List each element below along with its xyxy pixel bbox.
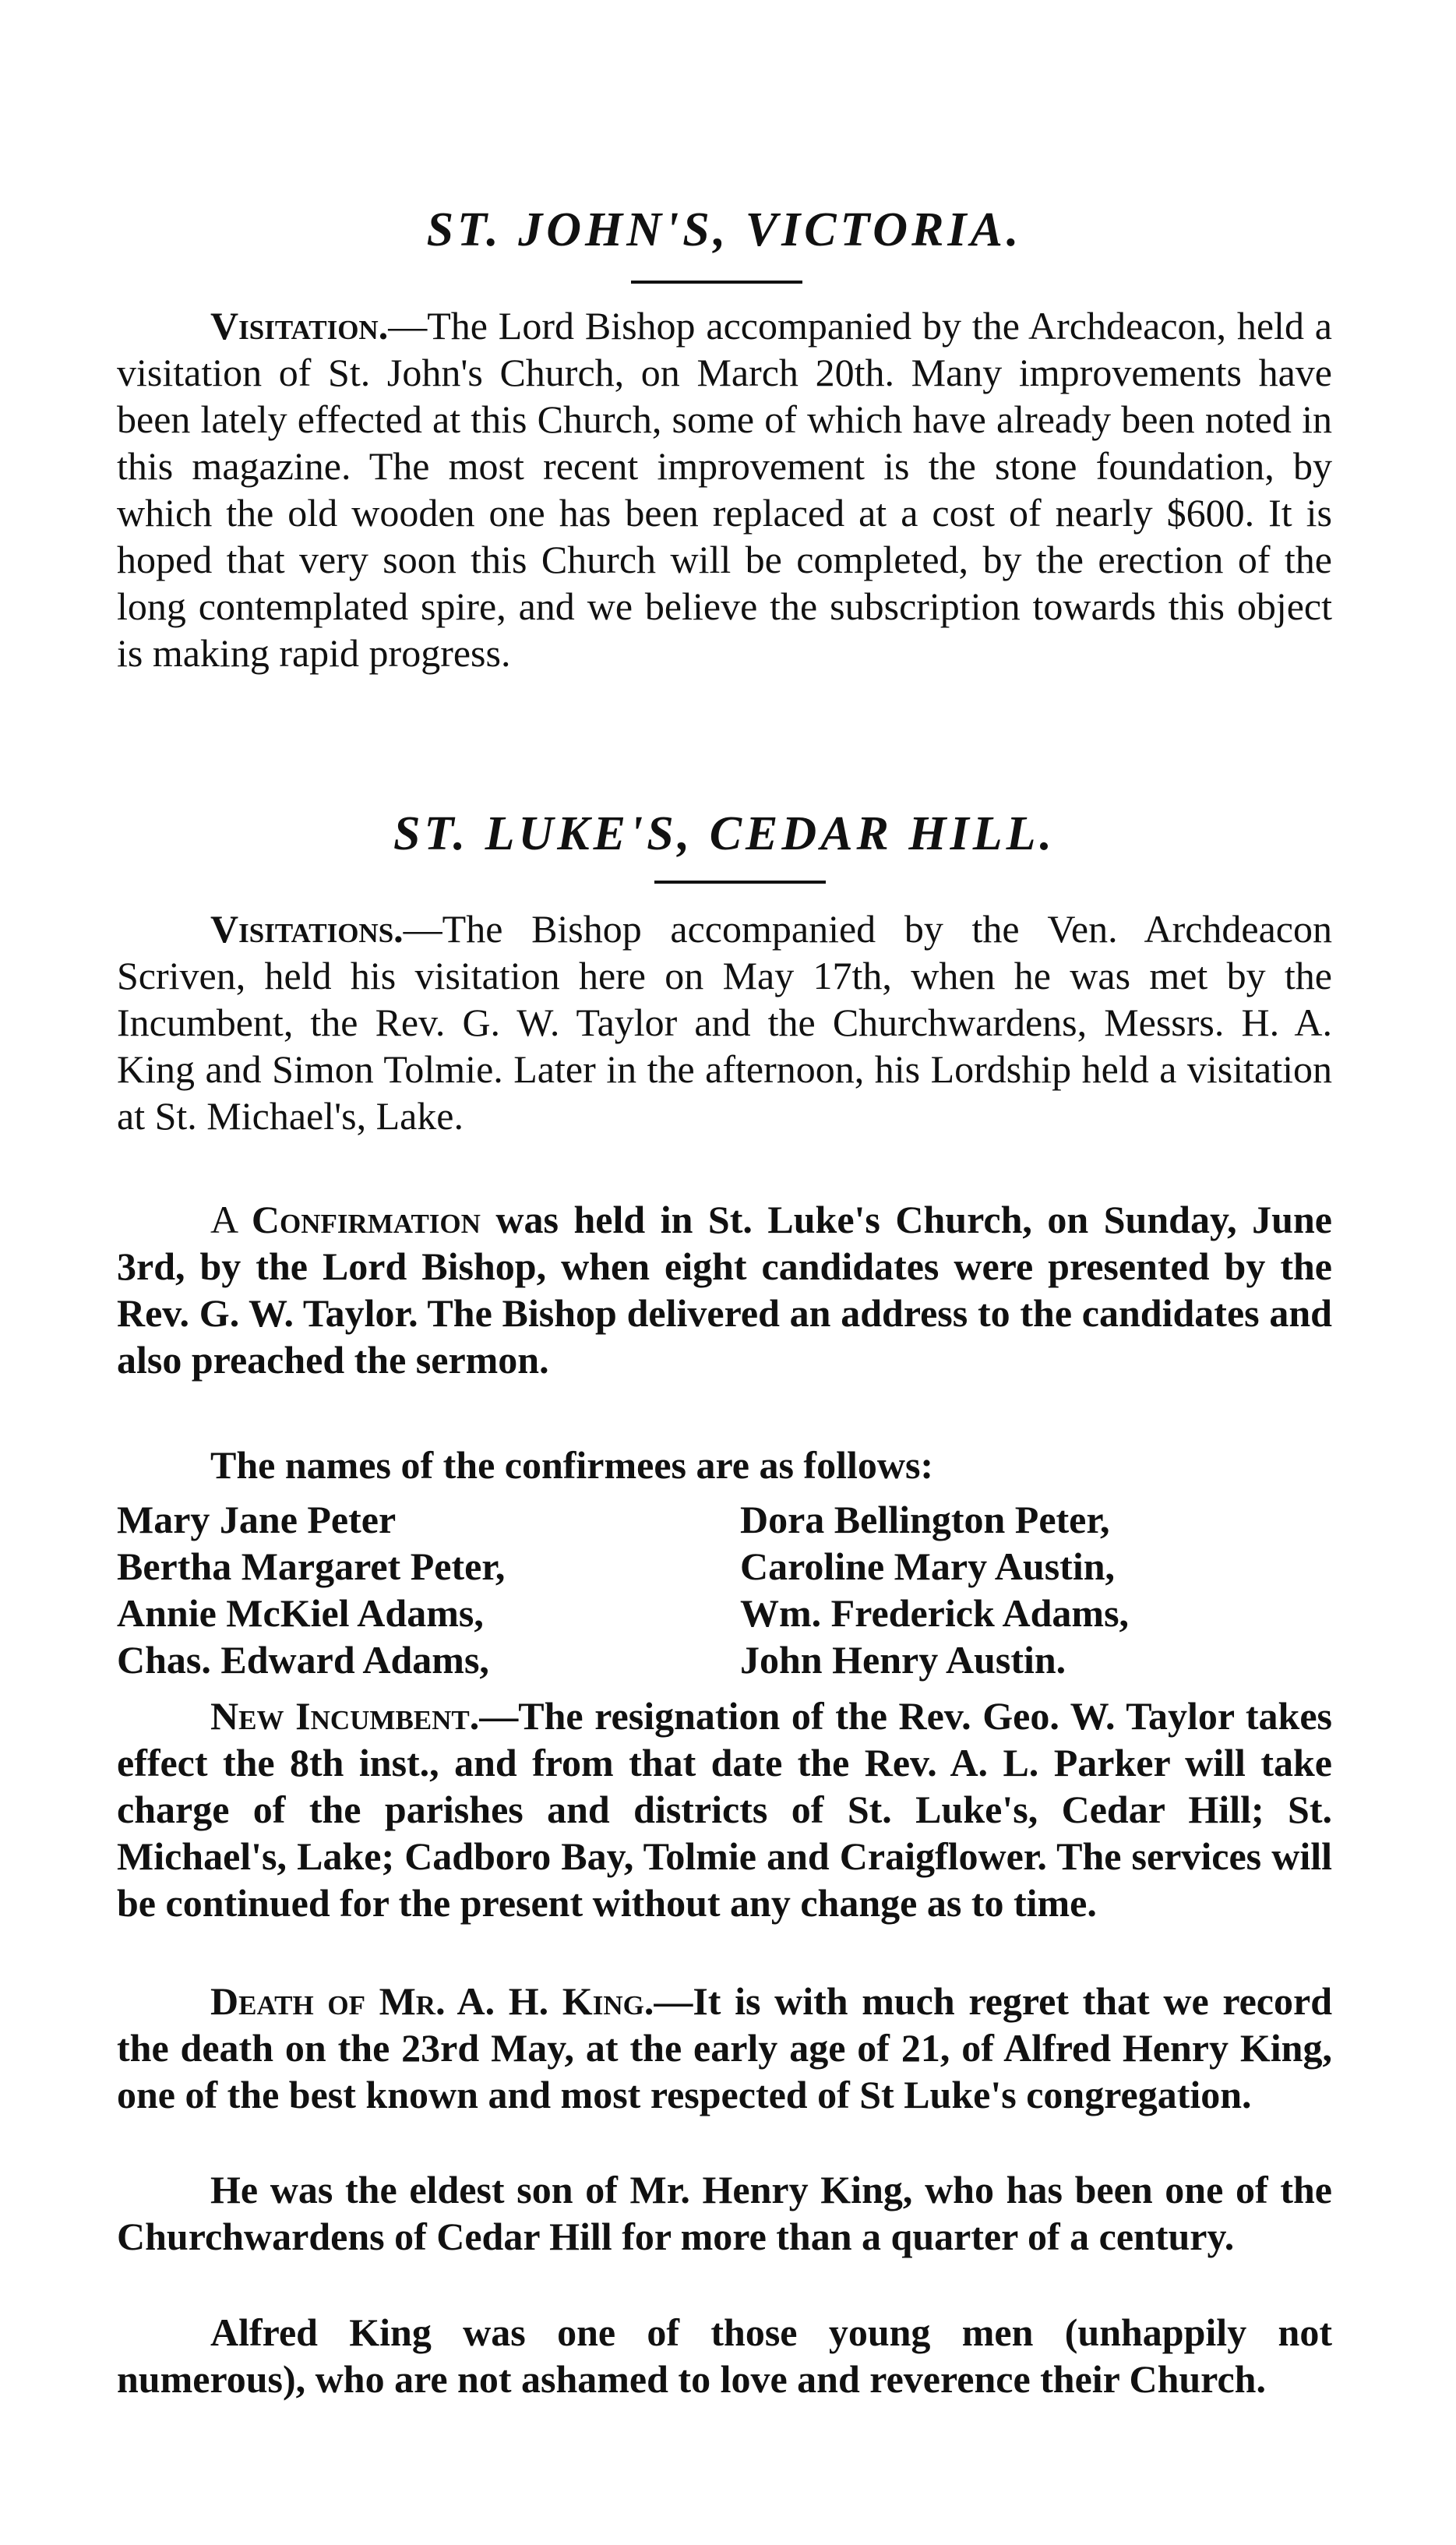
confirmees-row	[117, 1636, 1332, 1683]
paragraph-text: —The Lord Bishop accompanied by the Archdeacon, held a visitation of St. John's Church, on March 20th. Many improvements have been lately effected at this Church, some of which have already been noted in this magazine. The most recent improvement is the stone foundation, by which the old wooden one has been replaced at a cost of nearly $600. It is hoped that very soon this Church will be completed, by the erection of the long contemplated spire, and we believe the subscription towards this object is making rapid progress.	[117, 304, 1332, 675]
confirmee-name: Chas. Edward Adams,	[117, 1638, 489, 1682]
paragraph-visitations-st-lukes	[117, 905, 1332, 1139]
paragraph-lead: New Incumbent.	[210, 1694, 480, 1738]
section-title-st-johns: ST. JOHN'S, VICTORIA.	[426, 203, 1023, 256]
confirmee-name: Wm. Frederick Adams,	[740, 1591, 1130, 1635]
confirmees-row	[117, 1543, 1332, 1590]
paragraph-confirmees-intro: The names of the confirmees are as follows:	[210, 1443, 934, 1487]
paragraph-text: —The resignation of the Rev. Geo. W. Taylor takes effect the 8th inst., and from that date the Rev. A. L. Parker will take charge of the parishes and districts of St. Luke's, Cedar Hill; St. Michael's, Lake; Cadboro Bay, Tolmie and Craigflower. The services will be continued for the present without any change as to time.	[117, 1694, 1332, 1925]
paragraph-lead: Confirmation	[251, 1198, 481, 1241]
paragraph-eldest-son: He was the eldest son of Mr. Henry King, who has been one of the Churchwardens of Cedar Hill for more than a quarter of a century.	[117, 2168, 1332, 2258]
paragraph-pre: A	[210, 1198, 252, 1241]
paragraph-death-notice	[117, 1978, 1332, 2118]
paragraph-text: —It is with much regret that we record the death on the 23rd May, at the early age of 21, of Alfred Henry King, one of the best known and most respected of St Luke's congregation.	[117, 1979, 1333, 2116]
paragraph-alfred-king: Alfred King was one of those young men (unhappily not numerous), who are not ashamed to love and reverence their Church.	[117, 2310, 1332, 2401]
section-title-st-lukes: ST. LUKE'S, CEDAR HILL.	[393, 807, 1056, 860]
confirmees-row	[117, 1590, 1332, 1636]
paragraph-lead: Death of Mr. A. H. King.	[210, 1979, 654, 2023]
paragraph-text: —The Bishop accompanied by the Ven. Archdeacon Scriven, held his visitation here on May 17th, when he was met by the Incumbent, the Rev. G. W. Taylor and the Churchwardens, Messrs. H. A. King and Simon Tolmie. Later in the afternoon, his Lordship held a visitation at St. Michael's, Lake.	[117, 907, 1332, 1138]
paragraph-visitation-st-johns	[117, 302, 1332, 676]
paragraph-lead: Visitations.	[210, 907, 404, 951]
title-rule	[631, 281, 802, 284]
paragraph-confirmation	[117, 1196, 1332, 1383]
confirmee-name: John Henry Austin.	[740, 1638, 1066, 1682]
paragraph-lead: Visitation.	[210, 304, 389, 348]
confirmee-name: Annie McKiel Adams,	[117, 1591, 484, 1635]
confirmee-name: Caroline Mary Austin,	[740, 1544, 1116, 1588]
paragraph-text: was held in St. Luke's Church, on Sunday, June 3rd, by the Lord Bishop, when eight candidates were presented by the Rev. G. W. Taylor. The Bishop delivered an address to the candidates and also preached the sermon.	[117, 1198, 1332, 1382]
confirmees-row	[117, 1496, 1332, 1543]
confirmee-name: Dora Bellington Peter,	[740, 1498, 1110, 1541]
paragraph-new-incumbent	[117, 1693, 1332, 1926]
title-rule	[654, 881, 826, 884]
confirmee-name: Mary Jane Peter	[117, 1498, 397, 1541]
confirmee-name: Bertha Margaret Peter,	[117, 1544, 506, 1588]
confirmees-list	[117, 1496, 1332, 1683]
